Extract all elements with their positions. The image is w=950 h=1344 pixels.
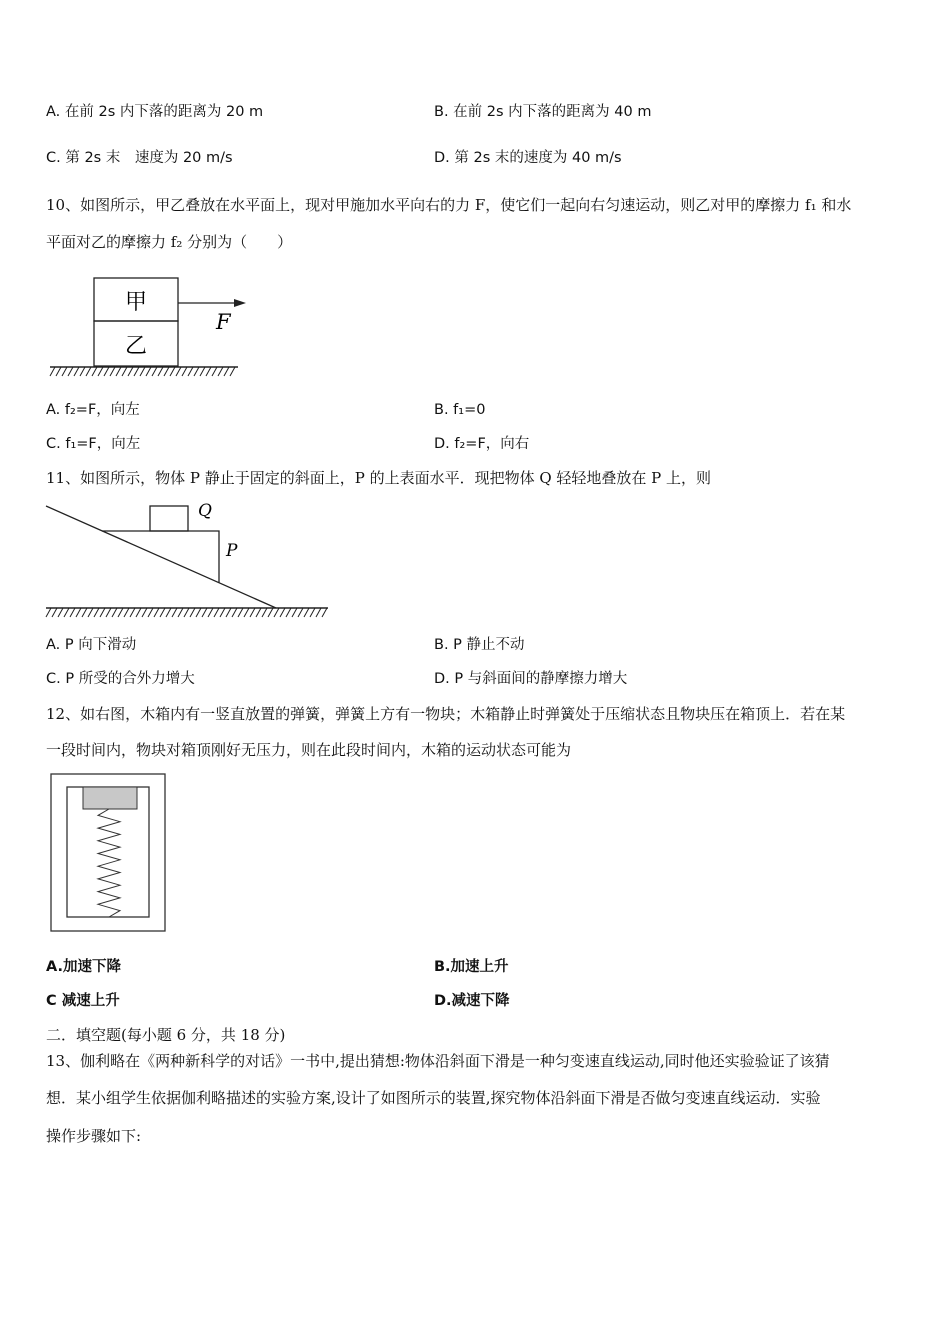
q11-option-c: C. P 所受的合外力增大 — [46, 671, 195, 687]
q12-stem-line2: 一段时间内，物块对箱顶刚好无压力，则在此段时间内，木箱的运动状态可能为 — [46, 741, 572, 759]
q13-stem-line2: 想．某小组学生依据伽利略描述的实验方案,设计了如图所示的装置,探究物体沿斜面下滑是否做匀变速直线运动．实验 — [46, 1089, 821, 1107]
ground-hatching — [46, 608, 327, 617]
q10-option-d: D. f₂=F，向右 — [434, 436, 530, 452]
q11-stem: 11、如图所示，物体 P 静止于固定的斜面上，P 的上表面水平．现把物体 Q 轻轻地叠放在 P 上，则 — [46, 469, 712, 487]
q10-stem-line1: 10、如图所示，甲乙叠放在水平面上，现对甲施加水平向右的力 F，使它们一起向右匀速运动，则乙对甲的摩擦力 f₁ 和水 — [46, 196, 852, 214]
q12-option-a: A.加速下降 — [46, 959, 121, 975]
q9-option-a: A. 在前 2s 内下落的距离为 20 m — [46, 104, 264, 120]
q10-option-a: A. f₂=F，向左 — [46, 402, 140, 418]
q10-option-c: C. f₁=F，向左 — [46, 436, 141, 452]
ground-hatching — [50, 367, 235, 376]
q9-option-d: D. 第 2s 末的速度为 40 m/s — [434, 150, 622, 166]
section-heading: 二．填空题(每小题 6 分，共 18 分) — [46, 1026, 286, 1044]
q13-stem-line3: 操作步骤如下: — [46, 1127, 142, 1145]
q13-stem-line1: 13、伽利略在《两种新科学的对话》一书中,提出猜想:物体沿斜面下滑是一种匀变速直线运动,同时他还实验验证了该猜 — [46, 1052, 830, 1070]
q12-option-b: B.加速上升 — [434, 959, 509, 975]
block-jia-label: 甲 — [124, 290, 148, 315]
force-arrow-head-icon — [234, 299, 246, 307]
block-yi-label: 乙 — [124, 334, 148, 359]
q11-incline-figure — [44, 498, 334, 620]
q12-option-d: D.减速下降 — [434, 993, 510, 1009]
q12-stem-line1: 12、如右图，木箱内有一竖直放置的弹簧，弹簧上方有一物块；木箱静止时弹簧处于压缩状态且物块压在箱顶上．若在某 — [46, 705, 846, 723]
q11-option-a: A. P 向下滑动 — [46, 637, 137, 653]
q11-option-b: B. P 静止不动 — [434, 637, 525, 653]
q10-option-b: B. f₁=0 — [434, 402, 486, 418]
block-q — [150, 506, 188, 531]
q10-stacked-blocks-figure — [46, 272, 246, 384]
block-p-label: P — [226, 541, 238, 561]
q10-stem-line2: 平面对乙的摩擦力 f₂ 分别为（ ） — [46, 233, 293, 251]
q12-box-spring-figure — [50, 773, 168, 933]
q12-option-c: C 减速上升 — [46, 993, 120, 1009]
block — [83, 787, 137, 809]
force-label: F — [216, 310, 231, 334]
q9-option-b: B. 在前 2s 内下落的距离为 40 m — [434, 104, 652, 120]
q9-option-c: C. 第 2s 末 速度为 20 m/s — [46, 150, 233, 166]
q11-option-d: D. P 与斜面间的静摩擦力增大 — [434, 671, 628, 687]
block-q-label: Q — [198, 501, 212, 521]
incline-line — [46, 506, 276, 608]
spring-icon — [98, 809, 120, 917]
